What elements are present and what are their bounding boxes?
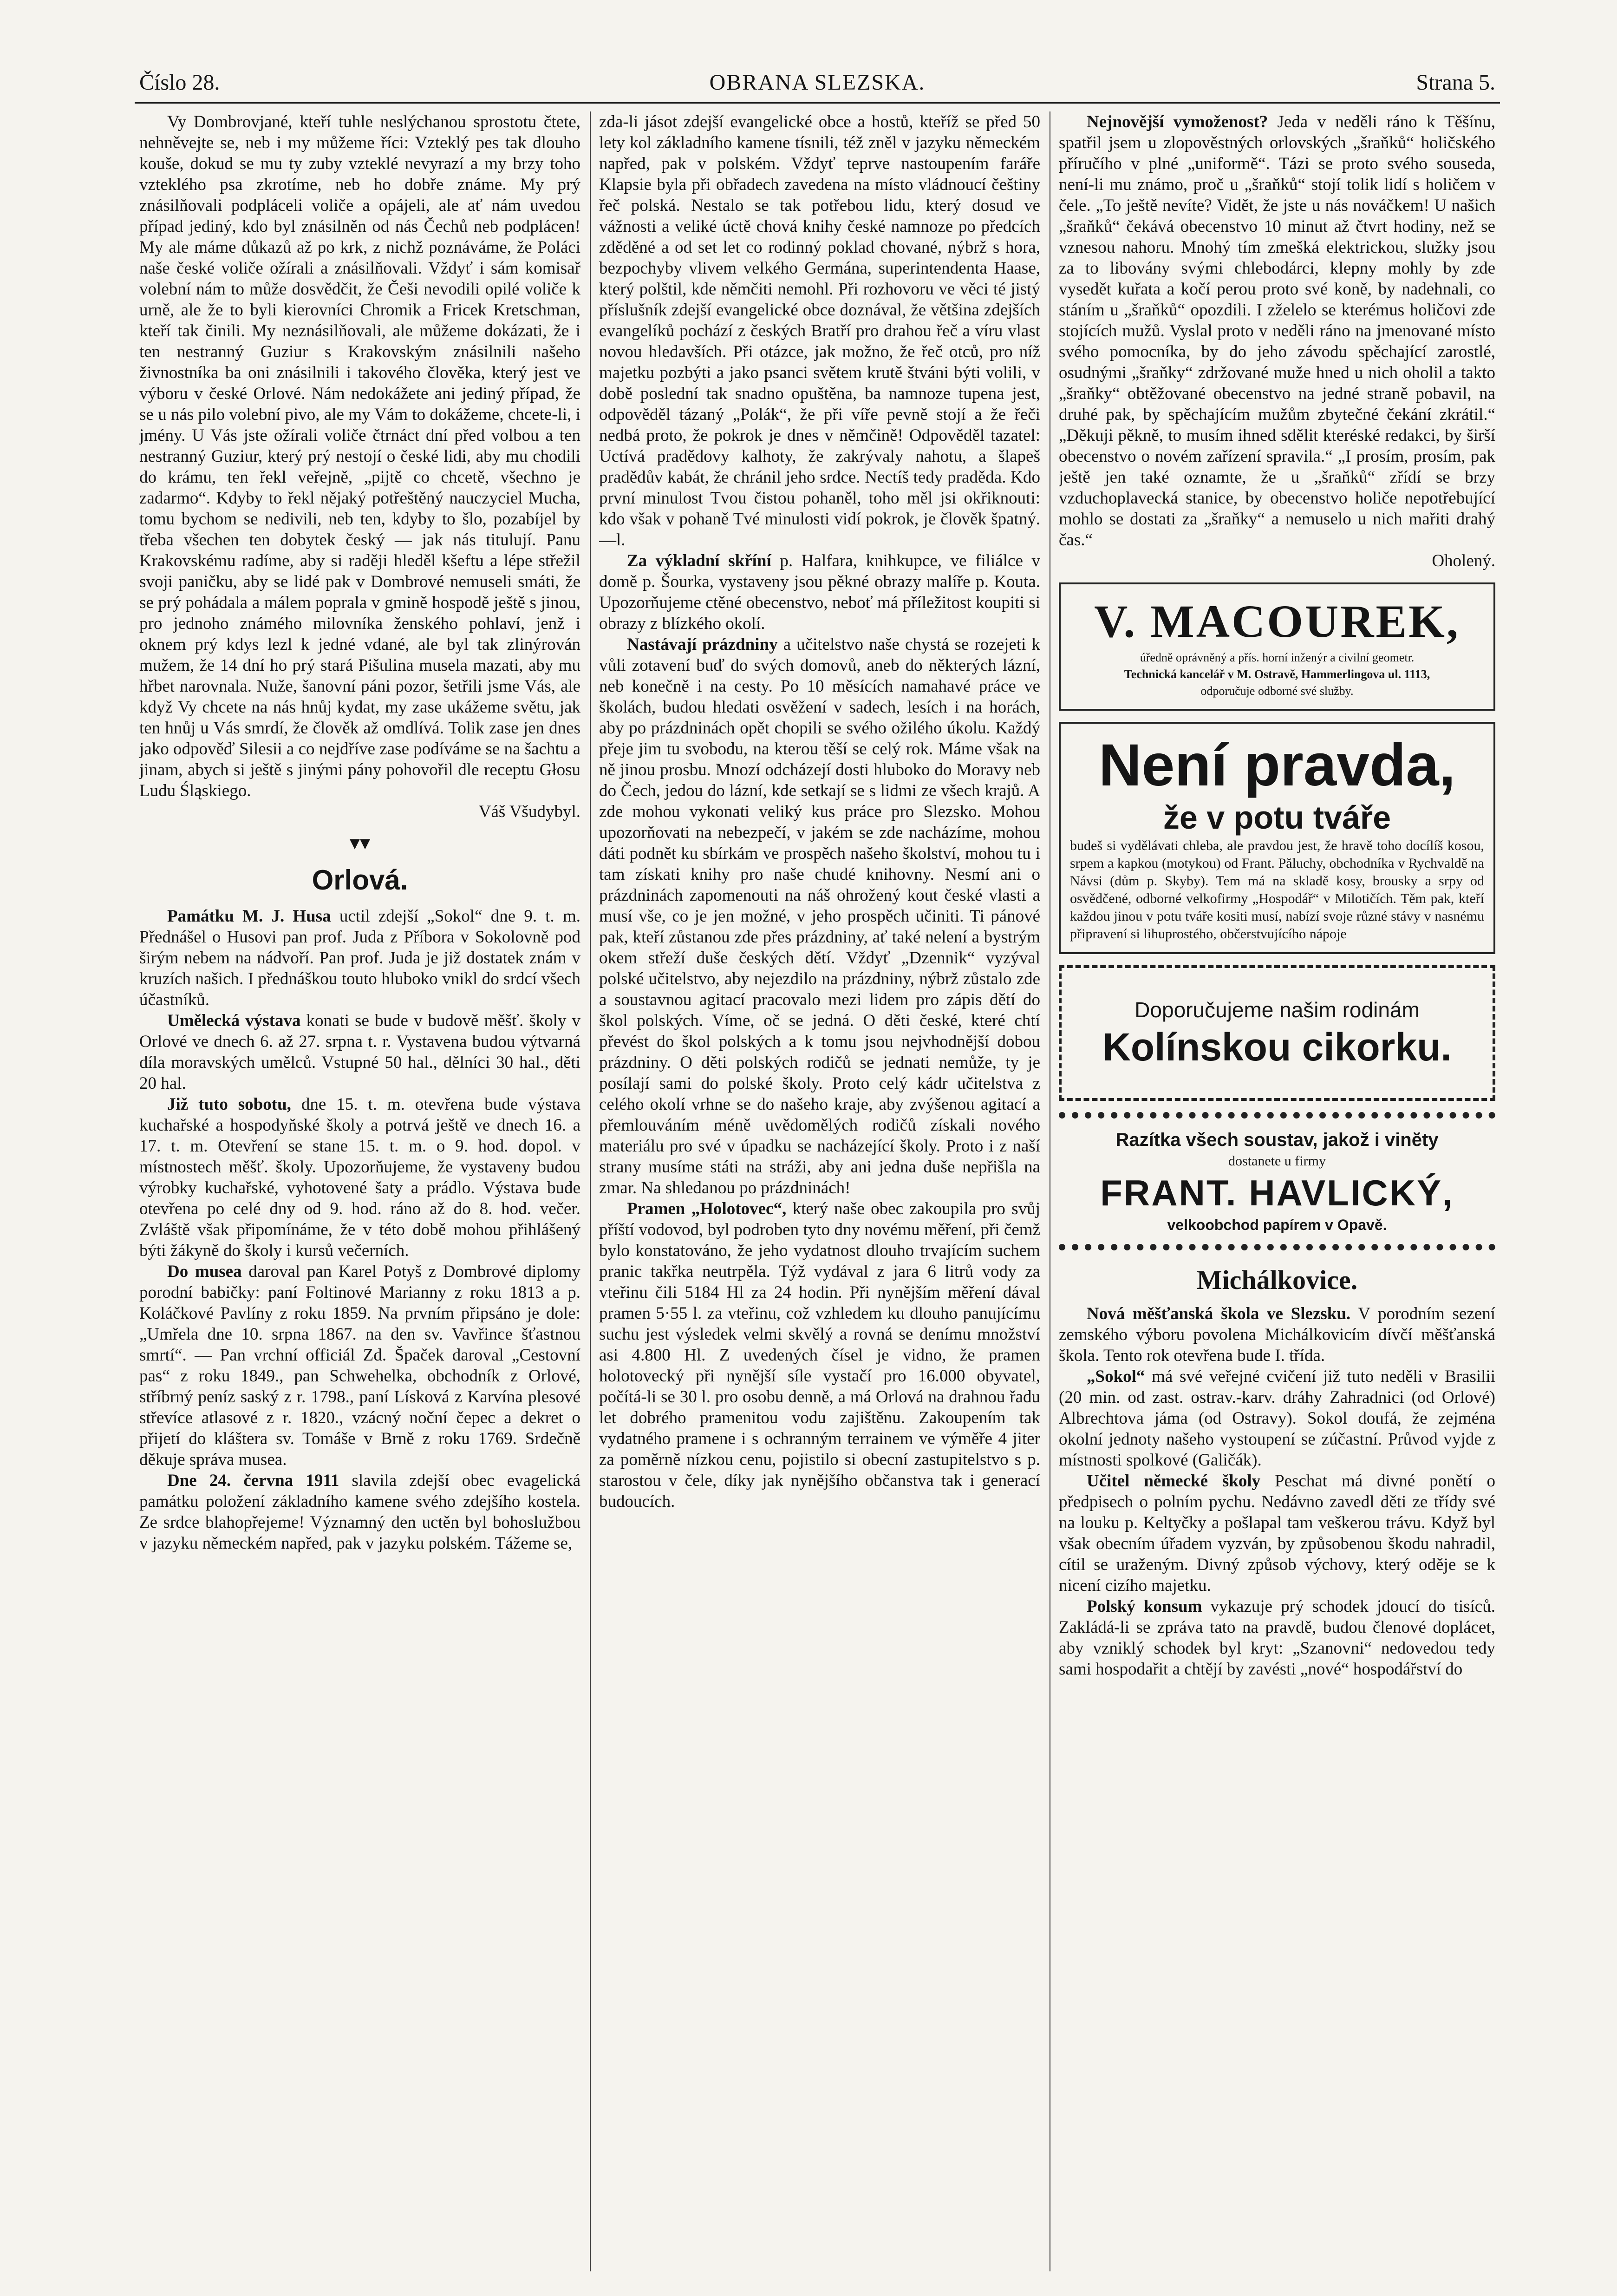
news-lead: Již tuto sobotu, (167, 1095, 291, 1114)
news-item (139, 906, 580, 1010)
news-text: konati se bude v budově měšť. školy v Orlové ve dnech 6. až 27. srpna t. r. Vystavena budou výtvarná díla moravských umělců. Vstupné 50 hal., dělníci 30 hal., děti 20 hal. (139, 1011, 580, 1093)
column-divider (590, 111, 591, 2271)
article-paragraph: zda-li jásot zdejší evangelické obce a hostů, kteříž se před 50 lety kol základního kamene tísnili, též zněl v jazyku německém napřed, pak v polském. Vždyť teprve nastoupením faráře Klapsie byla při obřadech zavedena na místo vládnoucí češtiny řeč polská. Nestalo se tak potřebou lidu, který dosud ve vážnosti a veliké úctě chová knihy české namnoze po předcích zděděné a od set let co rodinný poklad chované, nýbrž s hora, bezpochyby vlivem velkého Germána, superintendenta Haase, který polštil, kde němčiti nemohl. Při rozhovoru ve věci té jistý příslušník zdejší evangelické obce doznával, že většina zdejších evangelíků pochází z českých Bratří pro drahou řeč a víru vlast novou hledavších. Při otázce, jak možno, že řeč otců, pro níž majetku pozbýti a jako psanci světem krutě štváni býti volili, v době poslední tak snadno opuštěna, ba namnoze tupena jest, odpověděl tázaný „Polák“, že při víře pevně stojí a že řeči nedbá proto, že pokrok je dnes v němčině! Odpověděl tazatel: Uctívá pradědovy kalhoty, že zakrývaly nahotu, a šlapeš pradědův kabát, že chránil jeho srdce. Nectíš tedy praděda. Kdo první minulost Tvou čistou pohaněl, toho měl jsi okřiknouti: kdo však v pohaně Tvé minulosti vidí pokrok, je člověk špatný. —l. (599, 112, 1040, 549)
news-lead: Do musea (167, 1262, 242, 1281)
ad-line: dostanete u firmy (1228, 1153, 1326, 1169)
ornament: ▾▾ (349, 831, 371, 854)
ad-headline: Kolínskou cikorku. (1102, 1025, 1452, 1069)
section-title: Michálkovice. (1196, 1265, 1358, 1295)
news-text: p. Halfara, knihkupce, ve filiálce v domě p. Šourka, vystaveny jsou pěkné obrazy malíře p. Kouta. Upozorňujeme ctěné obecenstvo, neboť má příležitost koupiti si obrazy z blízkého okolí. (599, 551, 1040, 633)
section-title: Orlová. (312, 864, 408, 896)
news-item (139, 1261, 580, 1470)
article-signature: Váš Všudybyl. (478, 802, 580, 821)
news-text: Peschat má divné ponětí o předpisech o polním pychu. Nedávno zavedl děti ze třídy své na louku p. Keltyčky a pošlapal tam veškerou trávu. Když byl však obecním úřadem vyzván, by způsobenou škodu nahradil, cítil se uraženým. Divný způsob výchovy, který oděje se k nicení cizího majetku. (1059, 1472, 1495, 1595)
news-item (139, 1094, 580, 1261)
column-1 (139, 111, 580, 2271)
advertisement-havlicky (1059, 1112, 1495, 1250)
newspaper-title: OBRANA SLEZSKA. (709, 70, 926, 95)
news-lead: Nová měšťanská škola ve Slezsku. (1087, 1304, 1351, 1323)
news-lead: „Sokol“ (1087, 1367, 1145, 1386)
ad-line: úředně oprávněný a přís. horní inženýr a civilní geometr. (1140, 651, 1415, 664)
article-paragraph: Vy Dombrovjané, kteří tuhle neslýchanou sprostotu čtete, nehněvejte se, neb i my můžeme říci: Vzteklý pes tak dlouho kouše, dokud se mu ty zuby vzteklé nevyrazí a my brzy toho vzteklého psa zkrotíme, neb ho dobře známe. My prý znásilňovali podpláceli voliče a opájeli, ale ať nám uvedou případ jediný, kdo byl znásilněn od nás Čechů neb podplácen! My ale máme důkazů až po krk, z nichž poznáváme, že Poláci naše české voliče ožírali a znásilňovali. Vždyť i sám komisař volební nám to může dosvědčit, že Češi nevodili opilé voliče k urně, ale že to byli kierovníci Chromik a Fricek Kretschman, kteří tak činili. My neznásilňovali, ale můžeme dokázati, že i ten nestranný Guziur s Krakovským znásilnili našeho živnostníka ba oni znásilnili i takového člověka, který jest ve výboru v české Orlové. Nám nedokážete ani jediný případ, že se u nás pilo volební pivo, ale my Vám to dokážeme, chcete-li, i jmény. U Vás jste ožírali voliče čtrnáct dní před volbou a ten nestranný Guziur, který prý nestojí o české lidi, aby mu chodili do krámu, ten řekl veřejně, „pijtě co chcetě, všechno je zadarmo“. Kdyby to řekl nějaký potřeštěný nauczyciel Mucha, tomu bychom se nedivili, neb ten, kdyby to šlo, pozabíjel by třeba všechen ten dobytek český — jak nás titulují. Panu Krakovskému radíme, aby si raději hleděl kšeftu a lépe střežil svoji paničku, aby se lidé pak v Dombrové nemuseli smáti, že se prý pohádala a málem poprala v gmině hospodě ještě s jinou, pro jednoho známého milovníka ženského pohlaví, jenž i oknem prý kdys lezl k jedné vdané, ale byl tak zlinýrován mužem, že 14 dní ho prý stará Pišulina musela mazati, aby mu hřbet narovnala. Nuže, šanovní páni pozor, šetřili jsme Vás, ale když Vy chcete na nás hnůj kydat, my zase ukážeme světu, jak ten hnůj u Vás smrdí, že člověk až omdlívá. Tolik zase jen dnes jako odpověď Silesii a co nejdříve zase podíváme se na šachtu a jinam, abych si ještě s jinými pány pohovořil dle receptu Głosu Ludu Śląskiego. (139, 112, 580, 800)
news-lead: Dne 24. června 1911 (167, 1471, 339, 1490)
news-text: který naše obec zakoupila pro svůj příští vodovod, byl podroben tyto dny novému měření, při čemž bylo konstatováno, že jeho vydatnost dlouho trvajícím suchem pranic takřka neutrpěla. Týž vydával z jara 6 litrů vody za vteřinu čili 5184 Hl za 24 hodin. Při nynějším měření dával pramen 5·55 l. za vteřinu, což vzhledem ku dlouho panujícímu suchu jest výsledek velmi skvělý a rovná se denímu množství asi 4.800 Hl. Z uvedených čísel je vidno, že pramen holotovecký při nynější síle vystačí pro 16.000 obyvatel, počítá-li se 30 l. pro osobu denně, a má Orlová na drahnou řadu let dobrého pramenitou vodu zajištěnu. Zakoupením tak vydatného pramene i s ochranným terrainem ve výměře 4 jiter za poměrně nízkou cenu, pojistilo si obecní zastupitelstvo s p. starostou v čele, díky jak nynějšího občanstva tak i generací budoucích. (599, 1199, 1040, 1511)
news-lead: Nastávají prázdniny (627, 635, 778, 654)
news-text: Jeda v neděli ráno k Těšínu, spatřil jsem u zlopověstných orlovských „šraňků“ holičského příručího v plné „uniformě“. Tázi se proto svého souseda, není-li mu známo, proč u „šraňků“ stojí tolik lidí s holičem v čele. „To ještě nevíte? Vidět, že jste u nás nováčkem! U našich „šraňků“ čekává obecenstvo 10 minut až čtvrt hodiny, než se vznesou nahoru. Mnohý tím zmešká elektrickou, služky jsou za to libovány svými chlebodárci, klepny mohly by zde vysedět kuřata a kočí perou proto své koně, by nadehnali, co stáním u „šraňků“ opozdili. I zželelo se kterémus holičovi zde stojících mužů. Vyslal proto v neděli ráno na jmenované místo svého pomocníka, by do jeho závodu spěchající zarostlé, osudnými „šraňky“ zdržované muže hned u nich oholil a takto „šraňky“ obtěžované obecenstvo na jedné straně pobavil, na druhé pak, by spěchajícím mužům zbytečné čekání zkrátil.“ „Děkuji pěkně, to musím ihned sdělit kteréské redakci, by širší obecenstvo o novém zařízení spravila.“ „I prosím, prosím, pak ještě jen také oznamte, že u „šraňků“ zřídí se brzy vzduchoplavecká stanice, by obecenstvo holiče nepotřebující mohlo se dostati za „šraňky“ a nemuselo u nich mařiti drahý čas.“ (1059, 112, 1495, 549)
news-item (1059, 1303, 1495, 1366)
news-lead: Nejnovější vymoženost? (1087, 112, 1268, 131)
header-rule (135, 102, 1500, 104)
news-lead: Umělecká výstava (167, 1011, 301, 1030)
advertisement-cikorka (1059, 965, 1495, 1101)
article-signature: Oholený. (1432, 551, 1495, 570)
ad-subheadline: že v potu tváře (1163, 799, 1391, 836)
news-text: dne 15. t. m. otevřena bude výstava kuchařské a hospodyňské školy a potrvá ještě ve dnech 16. a 17. t. m. Otevření se stane 15. t. m. o 9. hod. dopol. v místnostech měšť. školy. Upozorňujeme, že vystaveny budou výrobky kuchařské, vyhotovené šaty a prádlo. Výstava bude otevřena po celé dny od 9. hod. ráno až do 8. hod. večer. Zvláště však připomínáme, že v této době mohou přihlášený býti žákyně do školy i kursů večerních. (139, 1095, 580, 1260)
news-text: a učitelstvo naše chystá se rozejeti k vůli zotavení buď do svých domovů, aneb do některých lázní, neb konečně i na cesty. Po 10 měsících namahavé práce ve školách, budou hledati osvěžení v sadech, lesích i na horách, aby po prázdninách opět chopili se svého ožilého úkolu. Každý přeje jim tu svobodu, na kterou těší se celý rok. Máme však na ně jinou prosbu. Mnozí odcházejí dosti hluboko do Moravy neb do Čech, jedou do lázní, kde setkají se s lidmi ze všech krajů. A zde mohou vykonati veliký kus práce pro Slezsko. Mohou upozorňovati na nebezpečí, v jakém se zde nacházíme, mohou dáti podnět ku sbírkám ve prospěch našeho školství, mohou tu i tam získati knihy pro naše chudé knihovny. Nesmí ani o prázdninách zapomenouti na náš ohrožený kout české vlasti a musí vše, co je jen možné, v jeho prospěch učiniti. Ti pánové pak, kteří zůstanou zde přes prázdniny, ať také nelení a bystrým okem střeží duše českých dětí. Vždyť „Dzennik“ vyzýval polské učitelstvo, aby nejezdilo na prázdniny, nýbrž zůstalo zde a soustavnou agitací pracovalo mezi lidem pro zápis dětí do škol polských. Víme, oč se jedná. O děti české, které chtí převést do škol polských a k tomu jsou nejvhodnější dobou prázdniny. O děti polských rodičů se jednati nemůže, ty je posílají sami do polské školy. Proto celý kádr učitelstva z celého okolí vrhne se do našeho kraje, aby zvýšenou agitací a přemlouváním méně uvědomělých rodičů získali nového materiálu pro své v úpadku se nacházející školy. Proto i z naší strany musíme státi na stráži, aby ani jedna duše nepřišla na zmar. Na shledanou po prázdninách! (599, 635, 1040, 1197)
news-text: má své veřejné cvičení již tuto neděli v Brasilii (20 min. od zast. ostrav.-karv. dráhy Zahradnici (od Orlové) Albrechtova jáma (od Ostravy). Sokol doufá, že zejména okolní jednoty našeho vystoupení se zúčastní. Průvod vyjde z místnosti spolkové (Galičák). (1059, 1367, 1495, 1470)
column-3 (1059, 111, 1495, 2271)
news-item (1059, 1366, 1495, 1471)
news-text: uctil zdejší „Sokol“ dne 9. t. m. Přednášel o Husovi pan prof. Juda z Příbora v Sokolovně pod širým nebem na nádvoří. Pan prof. Juda je již dostatek znám v kruzích našich. I přednáškou touto hluboko vnikl do srdcí všech účastníků. (139, 907, 580, 1009)
news-lead: Za výkladní skříní (627, 551, 771, 570)
page-number: Strana 5. (1416, 70, 1495, 95)
ad-firm-name: V. MACOUREK, (1094, 595, 1460, 647)
advertisement-macourek (1059, 582, 1495, 711)
news-item (599, 634, 1040, 1198)
issue-number: Číslo 28. (139, 70, 220, 95)
page-header (139, 65, 1495, 102)
news-text: slavila zdejší obec evagelická památku položení základního kamene svého zdejšího kostela. Ze srdce blahopřejeme! Významný den uctěn byl bohoslužbou v jazyku německém napřed, pak v jazyku polském. Tážeme se, (139, 1471, 580, 1553)
ad-line: odporučuje odborné své služby. (1200, 684, 1354, 698)
news-lead: Polský konsum (1087, 1597, 1202, 1616)
ad-line: Doporučujeme našim rodinám (1135, 998, 1420, 1022)
news-item (599, 550, 1040, 634)
ad-line: Razítka všech soustav, jakož i vinĕty (1115, 1130, 1439, 1150)
news-lead: Památku M. J. Husa (167, 907, 331, 926)
ad-line: Technická kancelář v M. Ostravě, Hammerlingova ul. 1113, (1124, 667, 1430, 681)
news-item (599, 1198, 1040, 1512)
news-text: daroval pan Karel Potyš z Dombrové diplomy porodní babičky: paní Foltinové Marianny z roku 1813 a p. Koláčkové Pavlíny z roku 1859. Na prvním připsáno je dole: „Umřela dne 10. srpna 1867. na den sv. Vavřince šťastnou smrtí“. — Pan vrchní officiál Zd. Špaček daroval „Cestovní pas“ z roku 1849., pan Schwehelka, obchodník z Orlové, stříbrný peníz saský z r. 1798., paní Lísková z Karvína plesové střevíce atlasové z r. 1820., vzácný noční čepec a dekret o přijetí do kláštera sv. Tomáše v Brně z roku 1769. Srdečně děkuje správa musea. (139, 1262, 580, 1469)
news-item (1059, 111, 1495, 550)
news-item (139, 1010, 580, 1094)
news-text: vykazuje prý schodek jdoucí do tisíců. Zakládá-li se zpráva tato na pravdě, budou členové doplácet, aby vzniklý schodek byl kryt: „Szanovni“ nedovedou tedy sami hospodařit a chtějí by zavésti „nové“ hospodářství do (1059, 1597, 1495, 1679)
ad-headline: Není pravda, (1098, 732, 1456, 798)
ad-headline: FRANT. HAVLICKÝ, (1100, 1172, 1454, 1213)
news-lead: Pramen „Holotovec“, (627, 1199, 787, 1218)
news-item (1059, 1596, 1495, 1680)
news-item (1059, 1471, 1495, 1596)
ad-line: velkoobchod papírem v Opavě. (1167, 1217, 1387, 1233)
column-2 (599, 111, 1040, 2271)
news-lead: Učitel německé školy (1087, 1472, 1261, 1491)
advertisement-paluchy (1059, 722, 1495, 954)
news-text: V porodním sezení zemského výboru povolena Michálkovicím dívčí měšťanská škola. Tento rok otevřena bude I. třída. (1059, 1304, 1495, 1365)
news-item (139, 1470, 580, 1554)
ad-text: budeš si vydělávati chleba, ale pravdou jest, že hravě toho docílíš kosou, srpem a kapkou (motykou) od Frant. Păluchy, obchodníka v Rychvaldě na Návsi (dům p. Skyby). Tem má na skladě kosy, brousky a srpy od osvědčené, odborné velkofirmy „Hospodář“ v Milotičích. Těm pak, kteří každou jinou v potu tváře kositi musí, nabízí svoje různé stávy v nasnému připravení si lihuprostého, občerstvujícího nápoje (1070, 838, 1484, 942)
